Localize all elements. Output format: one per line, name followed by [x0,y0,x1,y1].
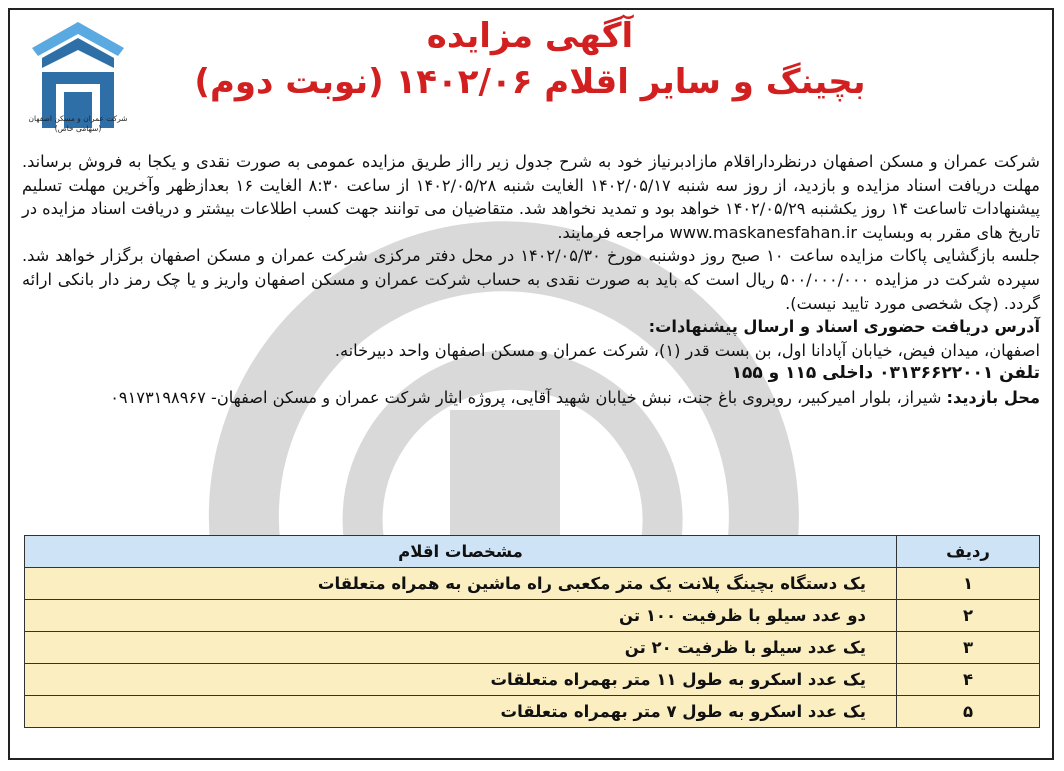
header-index: ردیف [897,536,1040,568]
paragraph-opening-session: جلسه بازگشایی پاکات مزایده ساعت ۱۰ صبح روز دوشنبه مورخ ۱۴۰۲/۰۵/۳۰ در محل دفتر مرکزی شرکت عمران و مسکن اصفهان برگزار خواهد شد. سپرده شرکت در مزایده ۵۰۰/۰۰۰/۰۰۰ ریال است که باید به صورت نقدی به حساب شرکت عمران و مسکن اصفهان واریز و یا چک رمز دار بانکی ارائه گردد. (چک شخصی مورد تایید نیست). [22,246,1040,313]
row-index: ۱ [897,568,1040,600]
notice-title [150,14,910,106]
visit-text: شیراز، بلوار امیرکبیر، روبروی باغ جنت، نبش خیابان شهید آقایی، پروژه ایثار شرکت عمران و مسکن اصفهان- ۰۹۱۷۳۱۹۸۹۶۷ [110,387,947,407]
table-row [25,664,1040,696]
paragraph-intro: شرکت عمران و مسکن اصفهان درنظرداراقلام مازادبرنیاز خود به شرح جدول زیر رااز طریق مزایده عمومی به صورت نقدی و یکجا به فروش برساند. مهلت دریافت اسناد مزایده و بازدید، از روز سه شنبه ۱۴۰۲/۰۵/۱۷ الغایت شنبه ۱۴۰۲/۰۵/۲۸ از ساعت ۸:۳۰ الغایت ۱۶ بعدازظهر وآخرین مهلت تسلیم پیشنهادات تاساعت ۱۴ روز یکشنبه ۱۴۰۲/۰۵/۲۹ خواهد بود و تمدید نخواهد شد. متقاضیان می توانند جهت کسب اطلاعات بیشتر و دریافت اسناد مزایده در تاریخ های مقرر به وبسایت www.maskanesfahan.ir مراجعه فرمایند. [22,152,1040,242]
title-line-1: آگهی مزایده [426,16,634,56]
header-description: مشخصات اقلام [25,536,897,568]
logo-caption-line1: شرکت عمران و مسکن اصفهان [28,114,128,123]
logo-caption-line2: (سهامی خاص) [54,124,102,133]
row-description: دو عدد سیلو با ظرفیت ۱۰۰ تن [25,600,897,632]
address-heading: آدرس دریافت حضوری اسناد و ارسال پیشنهادات: [648,317,1040,337]
table-row [25,568,1040,600]
title-line-2: بچینگ و سایر اقلام ۱۴۰۲/۰۶ (نوبت دوم) [194,62,866,102]
visit-location [22,386,1040,410]
address-text: اصفهان، میدان فیض، خیابان آپادانا اول، بن بست قدر (۱)، شرکت عمران و مسکن اصفهان واحد دبیرخانه. [334,340,1040,360]
items-table-wrap [24,535,1040,728]
row-description: یک عدد سیلو با ظرفیت ۲۰ تن [25,632,897,664]
logo-caption [22,114,134,134]
row-index: ۵ [897,696,1040,728]
table-header-row [25,536,1040,568]
notice-body [22,150,1040,410]
visit-label: محل بازدید: [946,387,1040,407]
phone-number: تلفن ۰۳۱۳۶۶۲۲۰۰۱ داخلی ۱۱۵ و ۱۵۵ [731,363,1040,384]
table-row [25,696,1040,728]
table-row [25,632,1040,664]
items-table [24,535,1040,728]
row-description: یک دستگاه بچینگ پلانت یک متر مکعبی راه ماشین به همراه متعلقات [25,568,897,600]
row-description: یک عدد اسکرو به طول ۱۱ متر بهمراه متعلقات [25,664,897,696]
row-index: ۳ [897,632,1040,664]
row-index: ۲ [897,600,1040,632]
table-row [25,600,1040,632]
row-index: ۴ [897,664,1040,696]
row-description: یک عدد اسکرو به طول ۷ متر بهمراه متعلقات [25,696,897,728]
